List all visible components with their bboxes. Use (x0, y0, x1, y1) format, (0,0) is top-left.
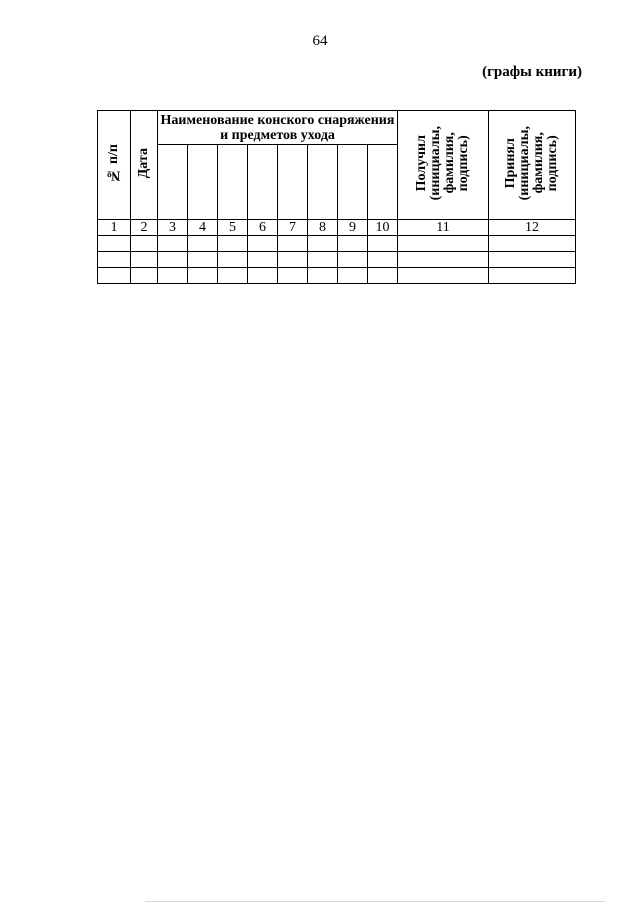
table-cell (278, 268, 308, 284)
table-cell (308, 252, 338, 268)
table-cell (98, 268, 131, 284)
column-number: 3 (158, 220, 188, 236)
table-cell (188, 268, 218, 284)
equipment-subcolumn (308, 145, 338, 220)
table-cell (368, 268, 398, 284)
column-number: 9 (338, 220, 368, 236)
header-equipment-group: Наименование конского снаряжения и предметов ухода (158, 111, 398, 145)
table-cell (278, 252, 308, 268)
table-cell (489, 268, 576, 284)
table-cell (278, 236, 308, 252)
page-number: 64 (312, 33, 328, 49)
table-cell (398, 268, 489, 284)
table-row (98, 252, 576, 268)
table-cell (338, 252, 368, 268)
column-number: 6 (248, 220, 278, 236)
equipment-subcolumn (278, 145, 308, 220)
table-cell (338, 268, 368, 284)
table-cell (131, 236, 158, 252)
header-num-cell (98, 111, 131, 220)
header-row (98, 111, 576, 145)
table-cell (308, 236, 338, 252)
table-cell (131, 268, 158, 284)
column-numbers-row (98, 220, 576, 236)
header-num-label: № п/п (106, 143, 121, 183)
header-date-label: Дата (136, 147, 151, 179)
page-bottom-divider (145, 901, 605, 902)
equipment-subcolumn (338, 145, 368, 220)
table-cell (218, 268, 248, 284)
table-cell (158, 268, 188, 284)
header-received-label: Получил (инициалы, фамилия, подпись) (414, 125, 471, 201)
header-date-cell (131, 111, 158, 220)
table-row (98, 268, 576, 284)
column-number: 11 (398, 220, 489, 236)
table-cell (338, 236, 368, 252)
table-cell (158, 252, 188, 268)
table-cell (158, 236, 188, 252)
equipment-subcolumn (248, 145, 278, 220)
table-cell (248, 252, 278, 268)
table-cell (248, 236, 278, 252)
header-accepted-label: Принял (инициалы, фамилия, подпись) (503, 125, 560, 201)
table-cell (368, 236, 398, 252)
table-cell (398, 236, 489, 252)
table-cell (188, 236, 218, 252)
column-number: 2 (131, 220, 158, 236)
column-number: 5 (218, 220, 248, 236)
table-cell (98, 236, 131, 252)
form-subtitle: (графы книги) (482, 64, 582, 80)
table-cell (308, 268, 338, 284)
column-number: 8 (308, 220, 338, 236)
column-number: 7 (278, 220, 308, 236)
column-number: 10 (368, 220, 398, 236)
equipment-subcolumn (368, 145, 398, 220)
table-cell (98, 252, 131, 268)
header-accepted-cell (489, 111, 576, 220)
table-cell (368, 252, 398, 268)
equipment-subcolumn (218, 145, 248, 220)
table-cell (398, 252, 489, 268)
table-cell (218, 252, 248, 268)
book-columns-table (97, 110, 576, 284)
header-received-cell (398, 111, 489, 220)
table-cell (489, 236, 576, 252)
table-cell (131, 252, 158, 268)
column-number: 1 (98, 220, 131, 236)
column-number: 12 (489, 220, 576, 236)
table-cell (489, 252, 576, 268)
table-row (98, 236, 576, 252)
equipment-subcolumn (188, 145, 218, 220)
equipment-subcolumn (158, 145, 188, 220)
table-cell (248, 268, 278, 284)
column-number: 4 (188, 220, 218, 236)
table-cell (218, 236, 248, 252)
table-cell (188, 252, 218, 268)
